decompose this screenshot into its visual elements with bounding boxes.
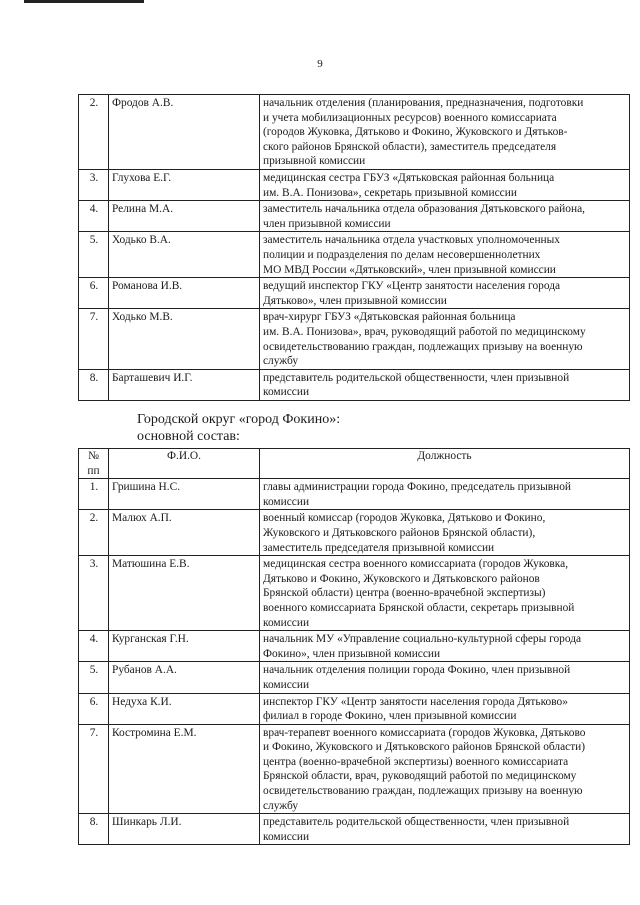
- member-position: [260, 95, 630, 170]
- member-name: Ходько В.А.: [109, 232, 260, 278]
- position-line: медицинская сестра ГБУЗ «Дятьковская районная больница: [263, 171, 555, 184]
- member-name: Релина М.А.: [109, 201, 260, 232]
- member-position: [260, 278, 630, 309]
- member-name: Костромина Е.М.: [109, 724, 260, 814]
- header-number: № пп: [79, 449, 109, 479]
- position-line: Фокино», член призывной комиссии: [263, 647, 441, 660]
- position-line: инспектор ГКУ «Центр занятости населения города Дятьково»: [263, 695, 568, 708]
- table-body: [79, 479, 630, 845]
- position-line: начальник отделения полиции города Фокино, член призывной: [263, 664, 571, 677]
- row-number: 2.: [79, 95, 109, 170]
- row-number: 7.: [79, 724, 109, 814]
- member-position: [260, 510, 630, 556]
- position-line: ского районов Брянской области), заместитель председателя: [263, 140, 557, 153]
- member-position: [260, 309, 630, 369]
- table-row: [79, 278, 630, 309]
- position-line: Брянской области) центра (военно-врачебной экспертизы): [263, 587, 546, 600]
- header-position: Должность: [260, 449, 630, 479]
- position-line: комиссии: [263, 830, 310, 843]
- table-row: [79, 169, 630, 200]
- position-line: ведущий инспектор ГКУ «Центр занятости населения города: [263, 280, 561, 293]
- table-row: [79, 724, 630, 814]
- position-line: МО МВД России «Дятьковский», член призывной комиссии: [263, 263, 556, 276]
- position-line: представитель родительской общественности, член призывной: [263, 371, 570, 384]
- position-line: им. В.А. Понизова», врач, руководящий работой по медицинскому: [263, 325, 586, 338]
- position-line: заместитель начальника отдела образования Дятьковского района,: [263, 203, 585, 216]
- member-position: [260, 556, 630, 631]
- position-line: комиссии: [263, 386, 310, 399]
- member-position: [260, 693, 630, 724]
- member-name: Курганская Г.Н.: [109, 631, 260, 662]
- position-line: и учета мобилизационных ресурсов) военного комиссариата: [263, 111, 557, 124]
- member-position: [260, 169, 630, 200]
- position-line: полиции и подразделения по делам несовершеннолетних: [263, 248, 541, 261]
- member-name: Недуха К.И.: [109, 693, 260, 724]
- position-line: начальник МУ «Управление социально-культурной сферы города: [263, 633, 582, 646]
- table-header-row: [79, 449, 630, 479]
- row-number: 1.: [79, 479, 109, 510]
- row-number: 4.: [79, 631, 109, 662]
- position-line: комиссии: [263, 616, 310, 629]
- member-position: [260, 479, 630, 510]
- row-number: 6.: [79, 693, 109, 724]
- row-number: 3.: [79, 169, 109, 200]
- section-title: Городской округ «город Фокино»:: [137, 412, 341, 427]
- table-row: [79, 556, 630, 631]
- position-line: комиссии: [263, 495, 310, 508]
- table-body: [79, 95, 630, 401]
- table-row: [79, 309, 630, 369]
- table-row: [79, 510, 630, 556]
- position-line: военный комиссар (городов Жуковка, Дятьково и Фокино,: [263, 512, 546, 525]
- member-position: [260, 232, 630, 278]
- page-number: 9: [317, 58, 323, 70]
- table-row: [79, 631, 630, 662]
- row-number: 5.: [79, 662, 109, 693]
- position-line: и Фокино, Жуковского и Дятьковского районов Брянской области): [263, 741, 586, 754]
- section-subtitle: основной состав:: [137, 429, 240, 444]
- position-line: начальник отделения (планирования, предназначения, подготовки: [263, 97, 584, 109]
- position-line: освидетельствованию граждан, подлежащих призыву на военную: [263, 785, 583, 798]
- position-line: призывной комиссии: [263, 155, 366, 168]
- position-line: (городов Жуковка, Дятьково и Фокино, Жуковского и Дятьков-: [263, 126, 568, 139]
- row-number: 2.: [79, 510, 109, 556]
- row-number: 8.: [79, 814, 109, 845]
- position-line: медицинская сестра военного комиссариата (городов Жуковка,: [263, 558, 569, 571]
- position-line: освидетельствованию граждан, подлежащих призыву на военную: [263, 340, 583, 353]
- position-line: центра (военно-врачебной экспертизы) военного комиссариата: [263, 755, 569, 768]
- position-line: службу: [263, 799, 299, 812]
- table-row: [79, 201, 630, 232]
- row-number: 3.: [79, 556, 109, 631]
- member-position: [260, 814, 630, 845]
- member-name: Малюх А.П.: [109, 510, 260, 556]
- position-line: Жуковского и Дятьковского районов Брянской области),: [263, 526, 536, 539]
- table-row: [79, 662, 630, 693]
- table-row: [79, 479, 630, 510]
- row-number: 6.: [79, 278, 109, 309]
- member-name: Рубанов А.А.: [109, 662, 260, 693]
- position-line: службу: [263, 355, 299, 368]
- member-name: Фродов А.В.: [109, 95, 260, 170]
- member-position: [260, 662, 630, 693]
- member-name: Гришина Н.С.: [109, 479, 260, 510]
- position-line: представитель родительской общественности, член призывной: [263, 816, 570, 829]
- position-line: член призывной комиссии: [263, 217, 391, 230]
- member-name: Глухова Е.Г.: [109, 169, 260, 200]
- position-line: Брянской области, врач, руководящий работой по медицинскому: [263, 770, 577, 783]
- position-line: Дятьково», член призывной комиссии: [263, 294, 447, 307]
- member-name: Барташевич И.Г.: [109, 369, 260, 400]
- table-row: [79, 369, 630, 400]
- position-line: им. В.А. Понизова», секретарь призывной комиссии: [263, 186, 517, 199]
- table-row: [79, 95, 630, 170]
- position-line: заместитель председателя призывной комиссии: [263, 541, 495, 554]
- top-rule: [24, 0, 144, 3]
- member-name: Шинкарь Л.И.: [109, 814, 260, 845]
- position-line: Дятьково и Фокино, Жуковского и Дятьковского районов: [263, 572, 540, 585]
- section-heading: [137, 411, 340, 445]
- table-row: [79, 814, 630, 845]
- member-name: Матюшина Е.В.: [109, 556, 260, 631]
- member-name: Романова И.В.: [109, 278, 260, 309]
- position-line: военного комиссариата Брянской области, секретарь призывной: [263, 601, 575, 614]
- member-name: Ходько М.В.: [109, 309, 260, 369]
- position-line: главы администрации города Фокино, председатель призывной: [263, 481, 571, 494]
- position-line: комиссии: [263, 678, 310, 691]
- member-position: [260, 369, 630, 400]
- position-line: врач-хирург ГБУЗ «Дятьковская районная больница: [263, 311, 516, 324]
- row-number: 5.: [79, 232, 109, 278]
- row-number: 8.: [79, 369, 109, 400]
- position-line: заместитель начальника отдела участковых уполномоченных: [263, 234, 560, 247]
- member-position: [260, 724, 630, 814]
- row-number: 4.: [79, 201, 109, 232]
- table-row: [79, 232, 630, 278]
- header-name: Ф.И.О.: [109, 449, 260, 479]
- member-position: [260, 201, 630, 232]
- commission-table-fokino: [78, 448, 630, 845]
- position-line: врач-терапевт военного комиссариата (городов Жуковка, Дятьково: [263, 726, 586, 739]
- commission-table-dyatkovo: [78, 94, 630, 401]
- member-position: [260, 631, 630, 662]
- table-row: [79, 693, 630, 724]
- position-line: филиал в городе Фокино, член призывной комиссии: [263, 710, 517, 723]
- row-number: 7.: [79, 309, 109, 369]
